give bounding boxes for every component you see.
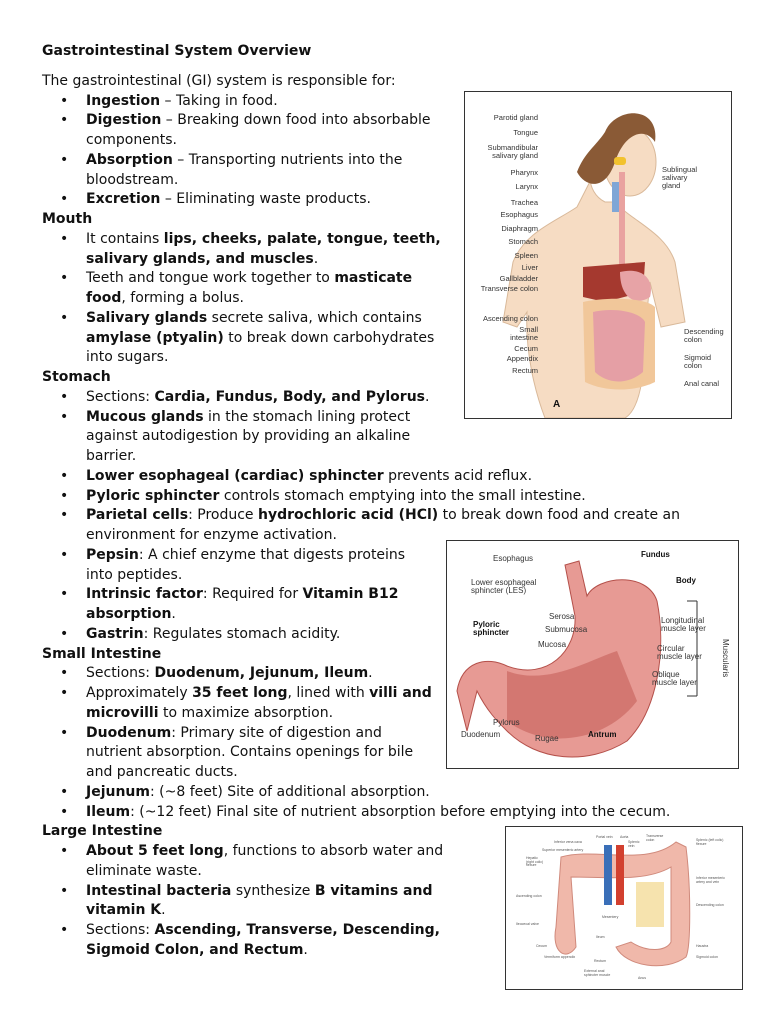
- figure-label: Circular muscle layer: [657, 644, 702, 662]
- list-item: [42, 190, 446, 210]
- figure-label: Duodenum: [461, 730, 501, 739]
- large-intestine-figure: [505, 826, 743, 990]
- figure-label: Splenic vein: [628, 840, 640, 848]
- figure-label: Haustra: [696, 944, 709, 948]
- figure-label: Antrum: [588, 730, 617, 739]
- bold-term: Absorption: [86, 151, 173, 168]
- bold-term: Duodenum, Jejunum, Ileum: [154, 665, 369, 682]
- text-run: : Primary site of digestion and nutrient absorption. Contains openings for bile and pancreatic ducts.: [86, 724, 414, 780]
- list-item: [42, 487, 706, 507]
- bold-term: Cardia, Fundus, Body, and Pylorus: [154, 388, 426, 405]
- list-item: [42, 408, 446, 467]
- bold-term: Intestinal bacteria: [86, 882, 232, 899]
- bold-term: Parietal cells: [86, 507, 189, 524]
- bold-term: Ileum: [86, 803, 131, 820]
- bold-term: About 5 feet long: [86, 843, 224, 859]
- figure-label: A: [553, 399, 561, 410]
- list-item: [42, 269, 446, 309]
- text-run: – Eliminating waste products.: [160, 191, 371, 208]
- bold-term: Digestion: [86, 112, 162, 129]
- figure-label: Liver: [521, 263, 538, 272]
- figure-label: Descending colon: [696, 903, 724, 907]
- text-run: – Transporting nutrients into the bloodstream.: [86, 151, 403, 188]
- figure-label: Lower esophageal sphincter (LES): [471, 578, 537, 596]
- text-run: – Taking in food.: [160, 92, 278, 109]
- text-run: to break down carbohydrates into sugars.: [86, 329, 435, 366]
- figure-label: Ascending colon: [516, 894, 542, 898]
- figure-label: Parotid gland: [493, 113, 538, 122]
- text-run: .: [368, 665, 373, 682]
- figure-label: Hepatic (right colic) flexure: [526, 856, 544, 868]
- figure-label: Esophagus: [493, 554, 534, 563]
- section-heading: Small Intestine: [42, 645, 162, 662]
- section-heading: Stomach: [42, 369, 111, 385]
- figure-label: Spleen: [514, 251, 538, 260]
- figure-label: Small intestine: [510, 325, 538, 342]
- text-run: Sections:: [86, 388, 155, 405]
- bold-term: Duodenum: [86, 724, 172, 741]
- figure-label: Serosa: [549, 612, 575, 621]
- bold-term: Ascending, Transverse, Descending, Sigmoid Colon, and Rectum: [86, 922, 440, 958]
- list-item: [42, 585, 416, 625]
- figure-label: Rectum: [594, 959, 607, 963]
- text-run: Sections:: [86, 665, 155, 682]
- list-item: [42, 803, 706, 823]
- text-run: : Regulates stomach acidity.: [143, 625, 341, 642]
- list-item: [42, 842, 446, 882]
- figure-label: Portal vein: [596, 835, 613, 839]
- bold-term: masticate food: [86, 270, 413, 306]
- figure-label: Cecum: [514, 344, 538, 353]
- figure-label: Ileum: [596, 935, 605, 939]
- text-run: secrete saliva, which contains: [207, 309, 422, 326]
- list-item: [42, 882, 446, 922]
- list-item: [42, 625, 416, 645]
- text-run: Teeth and tongue work together to: [86, 270, 335, 287]
- figure-label: Sigmoid colon: [684, 353, 712, 370]
- figure-label: Diaphragm: [501, 224, 538, 233]
- text-run: : Required for: [202, 586, 303, 603]
- bold-term: Excretion: [86, 191, 161, 208]
- figure-label: Anus: [638, 976, 646, 980]
- section-heading: Large Intestine: [42, 823, 163, 840]
- figure-label: Muscularis: [721, 639, 730, 678]
- figure-label: Larynx: [515, 182, 538, 191]
- bold-term: Salivary glands: [86, 309, 208, 326]
- list-item: [42, 783, 706, 803]
- list-item: [42, 724, 435, 783]
- bold-term: Jejunum: [86, 783, 150, 800]
- list-item: [42, 546, 416, 586]
- intro-text: The gastrointestinal (GI) system is responsible for:: [42, 72, 396, 89]
- bold-term: B vitamins and vitamin K: [86, 882, 433, 919]
- text-run: .: [303, 941, 308, 958]
- bold-term: Mucous glands: [86, 408, 204, 425]
- figure-label: Ascending colon: [482, 314, 538, 323]
- text-run: .: [171, 606, 176, 622]
- text-run: Sections:: [86, 922, 155, 938]
- text-run: , functions to absorb water and eliminate waste.: [86, 843, 444, 879]
- list-item: [42, 151, 446, 191]
- figure-label: Inferior mesenteric artery and vein: [696, 876, 725, 884]
- figure-label: Transverse colon: [480, 284, 538, 293]
- stomach-figure: [446, 540, 739, 769]
- list-item: [42, 111, 446, 151]
- figure-label: Aorta: [620, 835, 629, 839]
- bold-term: Intrinsic factor: [86, 586, 203, 603]
- bold-term: amylase (ptyalin): [86, 329, 224, 346]
- text-run: controls stomach emptying into the small intestine.: [219, 487, 586, 504]
- figure-label: Inferior vena cava: [554, 840, 582, 844]
- document-title: Gastrointestinal System Overview: [42, 43, 312, 59]
- figure-label: Trachea: [510, 198, 538, 207]
- list-item: [42, 921, 446, 961]
- list-item: [42, 467, 706, 487]
- figure-label: Mesentery: [602, 915, 619, 919]
- figure-label: Pylorus: [493, 718, 520, 727]
- list-item: [42, 309, 446, 368]
- digestive-system-figure: [464, 91, 732, 419]
- figure-label: Descending colon: [684, 327, 724, 344]
- figure-label: Rugae: [535, 734, 559, 743]
- figure-label: External anal sphincter muscle: [584, 969, 611, 977]
- text-run: , forming a bolus.: [121, 290, 244, 306]
- text-run: : (~8 feet) Site of additional absorption.: [150, 783, 430, 800]
- figure-label: Mucosa: [538, 640, 567, 649]
- figure-label: Ileocecal valve: [516, 922, 539, 926]
- bold-term: Ingestion: [86, 92, 161, 109]
- figure-label: Splenic (left colic) flexure: [696, 838, 724, 846]
- bold-term: lips, cheeks, palate, tongue, teeth, salivary glands, and muscles: [86, 230, 441, 267]
- figure-label: Vermiform appendix: [544, 955, 576, 959]
- figure-label: Transverse colon: [646, 834, 664, 842]
- bold-term: villi and microvilli: [86, 685, 432, 721]
- text-run: – Breaking down food into absorbable components.: [86, 112, 431, 148]
- text-run: to maximize absorption.: [158, 704, 334, 721]
- figure-label: Rectum: [512, 366, 538, 375]
- text-run: to break down food and create an environment for enzyme activation.: [86, 507, 681, 543]
- text-run: in the stomach lining protect against autodigestion by providing an alkaline barrier.: [86, 408, 411, 464]
- bold-term: Lower esophageal (cardiac) sphincter: [86, 467, 384, 484]
- text-run: synthesize: [231, 882, 315, 899]
- figure-label: Longitudinal muscle layer: [661, 616, 706, 634]
- figure-label: Sublingual salivary gland: [662, 165, 698, 190]
- figure-label: Cecum: [536, 944, 548, 948]
- list-item: [42, 684, 435, 724]
- list-item: [42, 230, 446, 270]
- figure-label: Fundus: [641, 550, 670, 559]
- section-heading: Mouth: [42, 211, 93, 227]
- text-run: : A chief enzyme that digests proteins into peptides.: [86, 546, 406, 583]
- figure-label: Appendix: [506, 354, 538, 363]
- figure-label: Body: [676, 576, 696, 585]
- figure-label: Submucosa: [545, 625, 588, 634]
- text-run: It contains: [86, 230, 164, 247]
- figure-label: Superior mesenteric artery: [542, 848, 584, 852]
- text-run: .: [161, 902, 166, 919]
- figure-label: Tongue: [513, 128, 538, 137]
- figure-label: Stomach: [508, 237, 538, 246]
- list-item: [42, 664, 435, 684]
- figure-label: Submandibular salivary gland: [487, 143, 538, 160]
- figure-label: Pyloric sphincter: [473, 620, 510, 638]
- bold-term: Vitamin B12 absorption: [86, 586, 399, 622]
- figure-label: Anal canal: [684, 379, 720, 388]
- text-run: .: [425, 388, 430, 405]
- text-run: , lined with: [287, 685, 370, 701]
- list-item: [42, 92, 446, 112]
- text-run: Approximately: [86, 685, 193, 701]
- text-run: prevents acid reflux.: [383, 467, 533, 484]
- bold-term: Gastrin: [86, 625, 144, 642]
- figure-label: Gallbladder: [499, 274, 538, 283]
- bold-term: Pepsin: [86, 546, 139, 563]
- figure-label: Esophagus: [500, 210, 538, 219]
- figure-label: Oblique muscle layer: [652, 670, 697, 688]
- bold-term: Pyloric sphincter: [86, 487, 220, 504]
- bold-term: 35 feet long: [192, 685, 288, 701]
- bold-term: hydrochloric acid (HCl): [257, 507, 439, 524]
- text-run: .: [313, 250, 319, 267]
- figure-label: Pharynx: [510, 168, 538, 177]
- text-run: : (~12 feet) Final site of nutrient absorption before emptying into the cecum.: [130, 803, 671, 820]
- figure-label: Sigmoid colon: [696, 955, 718, 959]
- text-run: : Produce: [188, 507, 258, 524]
